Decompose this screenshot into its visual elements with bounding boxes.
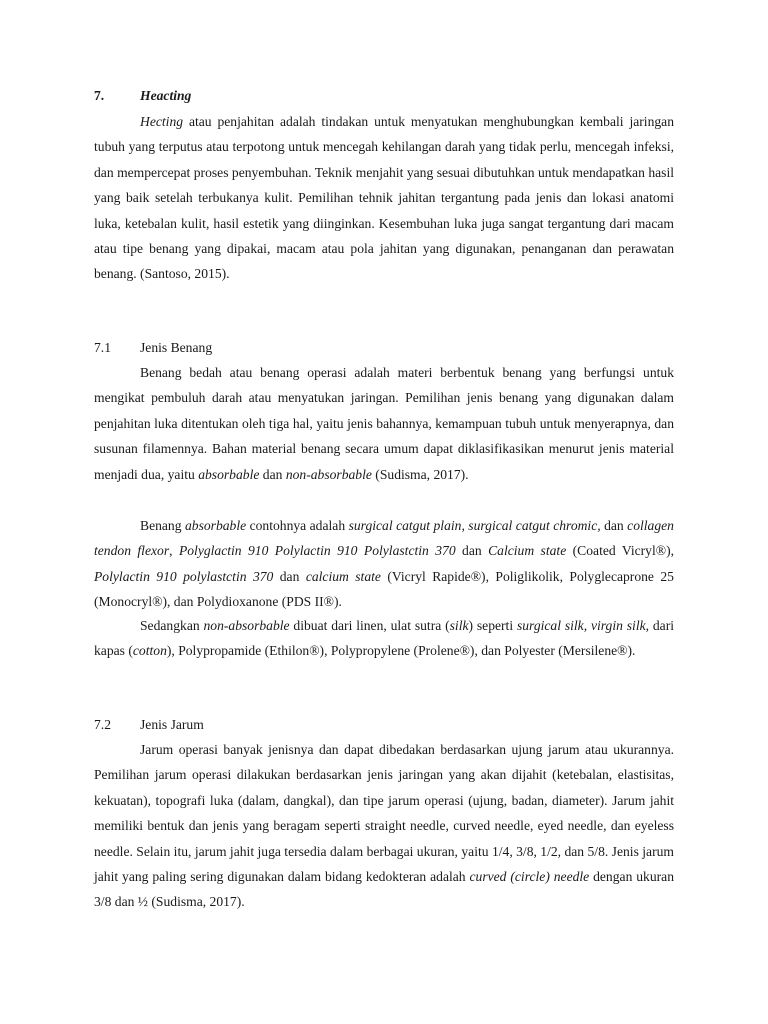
text-run: Calcium state (488, 543, 567, 559)
text-run: absorbable (198, 466, 260, 482)
text-run: collagen tendon flexor (94, 518, 674, 559)
section-7-2-heading (94, 717, 204, 733)
section-7-1-paragraph-3 (94, 613, 674, 664)
text-run: calcium state (305, 568, 381, 584)
section-7-paragraph (94, 109, 674, 287)
section-7-heading (94, 88, 191, 104)
text-run: ), Polypropamide (Ethilon®), Polypropylene (Prolene®), dan Polyester (Mersilene®). (166, 643, 636, 659)
text-run: dengan ukuran 3/8 dan ½ (Sudisma, 2017). (94, 869, 674, 910)
text-run: (Vicryl Rapide®), Poliglikolik, Polyglecaprone 25 (Monocryl®), dan Polydioxanone (PDS II®). (94, 568, 674, 610)
text-run: Sedangkan (140, 618, 204, 633)
text-run: ) seperti (468, 618, 517, 633)
text-run: contohnya adalah (246, 518, 349, 533)
text-run: Polylactin 910 polylastctin 370 (94, 568, 274, 584)
section-7-2-paragraph (94, 737, 674, 915)
text-run: Polyglactin 910 Polylactin 910 Polylastctin 370 (178, 543, 456, 559)
text-run: Benang (140, 518, 185, 533)
text-run: Jarum operasi banyak jenisnya dan dapat dibedakan berdasarkan ujung jarum atau ukurannya. Pemilihan jarum operasi dilakukan berdasarkan jenis jaringan yang akan dijahit (ketebalan, elastisitas, kekuatan), topografi luka (dalam, dangkal), dan tipe jarum operasi (ujung, badan, diameter). Jarum jahit memiliki bentuk dan jenis yang beragam seperti straight needle, curved needle, eyed needle, dan eyeless needle. Selain itu, jarum jahit juga tersedia dalam berbagai ukuran, yaitu 1/4, 3/8, 1/2, dan 5/8. Jenis jarum jahit yang paling sering digunakan dalam bidang kedokteran adalah (94, 742, 674, 885)
section-7-title: Heacting (140, 88, 192, 103)
text-run: , (169, 543, 179, 559)
section-7-number: 7. (94, 88, 105, 103)
text-run: dan (259, 466, 286, 482)
text-run: surgical catgut plain, surgical catgut chromic, (348, 518, 601, 533)
section-7-1-paragraph-2 (94, 513, 674, 615)
text-run: dibuat dari linen, ulat sutra ( (289, 618, 450, 633)
text-run: (Coated Vicryl®), (566, 543, 675, 559)
text-run: cotton (132, 643, 167, 659)
text-run: silk (449, 618, 469, 633)
text-run: atau penjahitan adalah tindakan untuk menyatukan menghubungkan kembali jaringan tubuh yang terputus atau terpotong untuk mencegah kehilangan darah yang tidak perlu, mencegah infeksi, dan mempercepat proses penyembuhan. Teknik menjahit yang sesuai dibutuhkan untuk mendapatkan hasil yang baik setelah terbukanya kulit. Pemilihan tehnik jahitan tergantung pada jenis dan lokasi anatomi luka, ketebalan kulit, hasil estetik yang diinginkan. Kesembuhan luka juga sangat tergantung dari macam atau tipe benang yang dipakai, macam atau pola jahitan yang digunakan, penanganan dan perawatan benang. (Santoso, 2015). (94, 114, 674, 282)
text-run: Hecting (140, 114, 184, 129)
text-run: non-absorbable (203, 618, 290, 633)
section-7-2-number: 7.2 (94, 717, 111, 732)
text-run: non-absorbable (285, 466, 372, 482)
section-7-2-title: Jenis Jarum (140, 717, 204, 732)
text-run: dan (600, 518, 628, 533)
text-run: dan (455, 543, 489, 559)
text-run: curved (circle) needle (469, 869, 590, 885)
text-run: (Sudisma, 2017). (371, 466, 469, 482)
section-7-1-title: Jenis Benang (140, 340, 213, 355)
section-7-1-paragraph-1 (94, 360, 674, 487)
section-7-1-heading (94, 340, 212, 356)
section-7-1-number: 7.1 (94, 340, 111, 355)
text-run: , dari kapas ( (94, 618, 675, 659)
text-run: absorbable (184, 518, 247, 533)
text-run: surgical silk, virgin silk (516, 618, 646, 633)
text-run: dan (273, 568, 306, 584)
text-run: Benang bedah atau benang operasi adalah materi berbentuk benang yang berfungsi untuk mengikat pembuluh darah atau menyatukan jaringan. Pemilihan jenis benang yang digunakan dalam penjahitan luka ditentukan oleh tiga hal, yaitu jenis bahannya, kemampuan tubuh untuk menyerapnya, dan susunan filamennya. Bahan material benang secara umum dapat diklasifikasikan menurut jenis material menjadi dua, yaitu (94, 365, 674, 482)
